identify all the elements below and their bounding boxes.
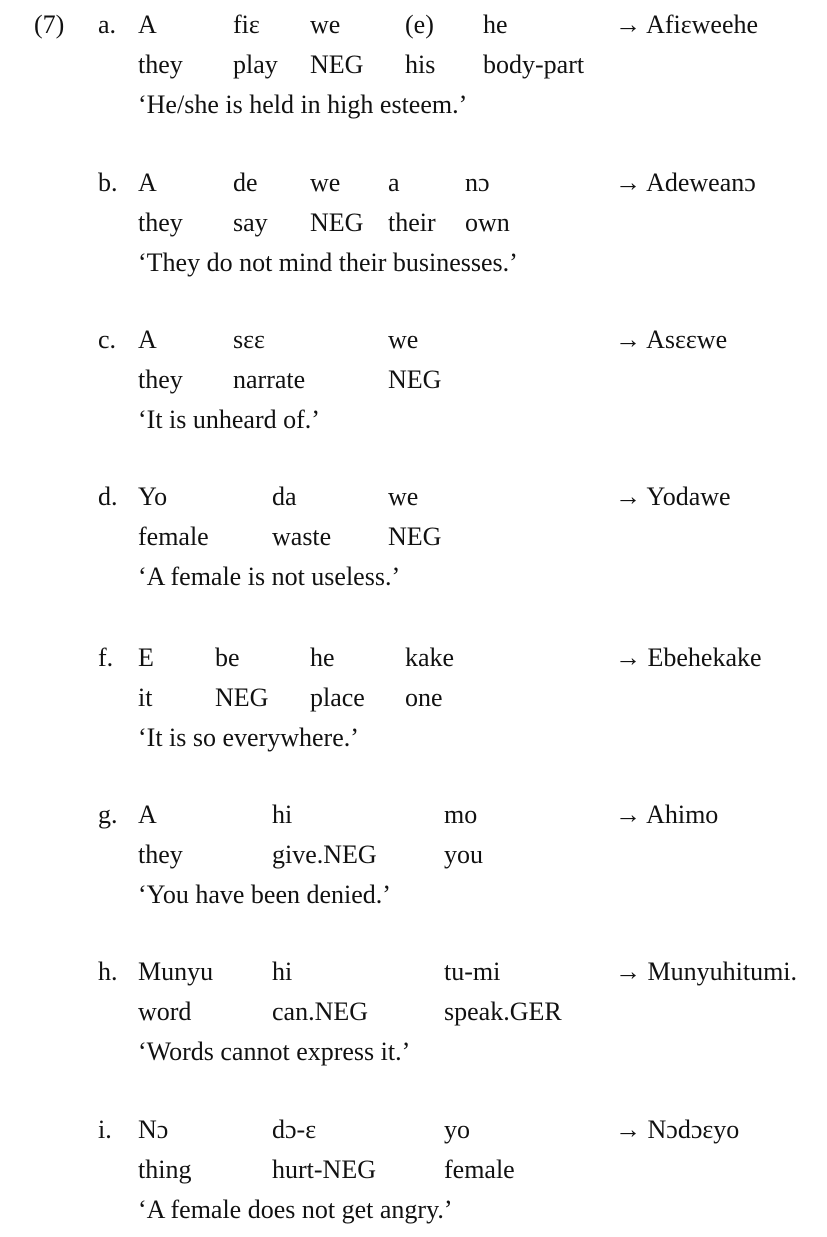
gloss: give.NEG: [272, 840, 377, 869]
gloss: their: [388, 208, 436, 237]
gloss: word: [138, 997, 192, 1026]
gloss: say: [233, 208, 268, 237]
gloss: female: [138, 522, 209, 551]
word: Munyu: [138, 957, 214, 986]
gloss: they: [138, 840, 183, 869]
result-word: → Asɛɛwe: [615, 325, 728, 354]
word: he: [310, 643, 335, 672]
arrow: →: [615, 643, 641, 672]
example-letter: c.: [98, 325, 117, 354]
result-word: → Adeweanɔ: [615, 168, 756, 197]
word: yo: [444, 1115, 470, 1144]
word: sɛɛ: [233, 325, 265, 354]
example-d: [0, 484, 827, 604]
result-word: → Yodawe: [615, 482, 731, 511]
gloss: they: [138, 50, 183, 79]
word: Nɔ: [138, 1115, 169, 1144]
word: we: [388, 482, 419, 511]
word: A: [138, 325, 157, 354]
gloss: NEG: [388, 522, 442, 551]
translation: ‘You have been denied.’: [138, 880, 391, 909]
example-g: [0, 802, 827, 922]
word: we: [388, 325, 419, 354]
arrow: →: [615, 482, 641, 511]
word: Yo: [138, 482, 168, 511]
word: de: [233, 168, 258, 197]
gloss: NEG: [310, 208, 364, 237]
arrow: →: [615, 800, 641, 829]
gloss: they: [138, 208, 183, 237]
result-word: → Ahimo: [615, 800, 719, 829]
gloss: waste: [272, 522, 332, 551]
arrow: →: [615, 325, 641, 354]
gloss: own: [465, 208, 510, 237]
gloss: place: [310, 683, 365, 712]
word: mo: [444, 800, 478, 829]
gloss: thing: [138, 1155, 192, 1184]
gloss: female: [444, 1155, 515, 1184]
example-a: [0, 12, 827, 132]
gloss: speak.GER: [444, 997, 562, 1026]
word: A: [138, 10, 157, 39]
word: hi: [272, 957, 293, 986]
translation: ‘Words cannot express it.’: [138, 1037, 411, 1066]
arrow: →: [615, 1115, 641, 1144]
word: A: [138, 800, 157, 829]
translation: ‘A female does not get angry.’: [138, 1195, 453, 1224]
example-f: [0, 645, 827, 765]
translation: ‘They do not mind their businesses.’: [138, 248, 518, 277]
arrow: →: [615, 957, 641, 986]
example-letter: f.: [98, 643, 114, 672]
word: E: [138, 643, 154, 672]
example-letter: a.: [98, 10, 117, 39]
arrow: →: [615, 168, 641, 197]
word: dɔ-ɛ: [272, 1115, 317, 1144]
example-letter: g.: [98, 800, 118, 829]
word: he: [483, 10, 508, 39]
word: hi: [272, 800, 293, 829]
word: A: [138, 168, 157, 197]
translation: ‘A female is not useless.’: [138, 562, 401, 591]
gloss: NEG: [215, 683, 269, 712]
word: fiɛ: [233, 10, 260, 39]
arrow: →: [615, 10, 641, 39]
example-h: [0, 959, 827, 1079]
gloss: can.NEG: [272, 997, 369, 1026]
gloss: hurt-NEG: [272, 1155, 376, 1184]
example-letter: h.: [98, 957, 118, 986]
result-word: → Afiɛweehe: [615, 10, 759, 39]
word: da: [272, 482, 297, 511]
result-word: → Ebehekake: [615, 643, 762, 672]
gloss: they: [138, 365, 183, 394]
word: be: [215, 643, 240, 672]
example-i: [0, 1117, 827, 1237]
example-letter: d.: [98, 482, 118, 511]
word: we: [310, 10, 341, 39]
gloss: narrate: [233, 365, 306, 394]
gloss: NEG: [388, 365, 442, 394]
example-letter: b.: [98, 168, 118, 197]
translation: ‘It is unheard of.’: [138, 405, 320, 434]
gloss: his: [405, 50, 436, 79]
result-word: → Munyuhitumi.: [615, 957, 798, 986]
word: nɔ: [465, 168, 490, 197]
gloss: one: [405, 683, 443, 712]
gloss: NEG: [310, 50, 364, 79]
example-b: [0, 170, 827, 290]
word: a: [388, 168, 400, 197]
example-number: (7): [34, 10, 65, 39]
example-c: [0, 327, 827, 447]
word: (e): [405, 10, 434, 39]
gloss: body-part: [483, 50, 585, 79]
gloss: it: [138, 683, 153, 712]
translation: ‘He/she is held in high esteem.’: [138, 90, 468, 119]
word: tu-mi: [444, 957, 501, 986]
word: we: [310, 168, 341, 197]
word: kake: [405, 643, 455, 672]
gloss: play: [233, 50, 278, 79]
example-letter: i.: [98, 1115, 112, 1144]
translation: ‘It is so everywhere.’: [138, 723, 359, 752]
gloss: you: [444, 840, 483, 869]
result-word: → Nɔdɔɛyo: [615, 1115, 740, 1144]
